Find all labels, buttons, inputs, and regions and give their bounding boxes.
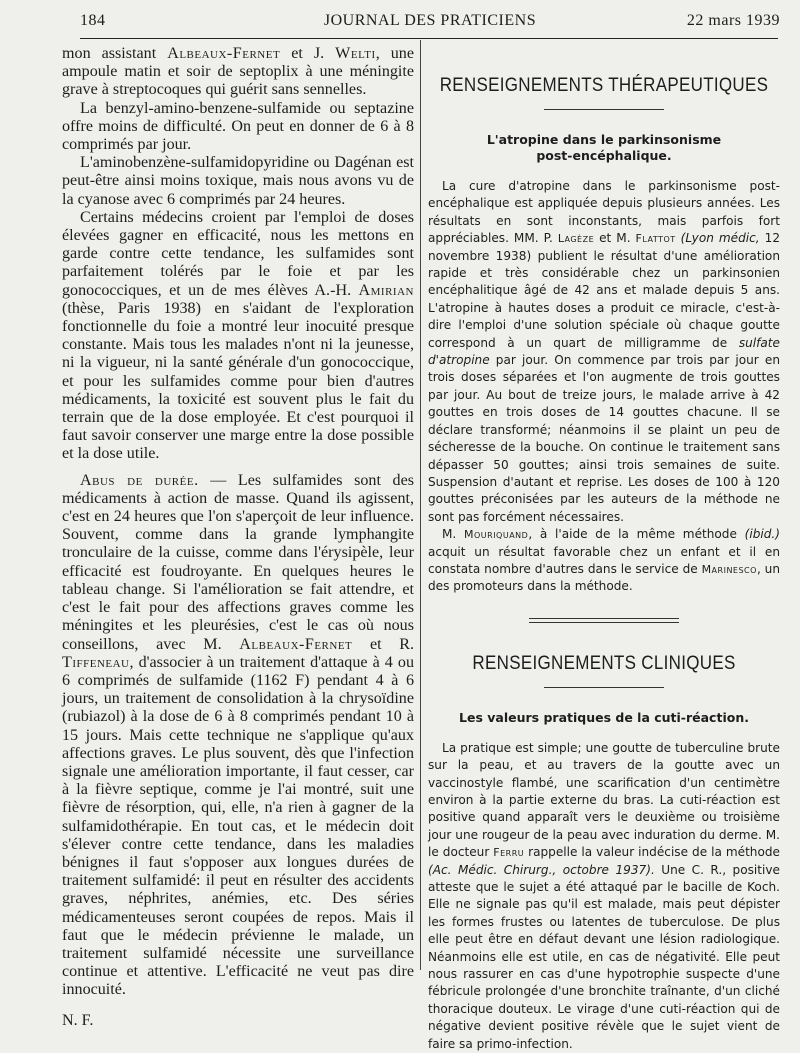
left-column	[62, 45, 414, 1030]
paragraph: La cure d'atropine dans le parkinsonisme post-encéphalique est appliquée depuis plusieurs années. Les résultats en sont inconstants, mais parfois fort appréciables. MM. P. Lagèze et M. Flattot (Lyon médic, 12 novembre 1938) publient le résultat d'une amélioration rapide et très considérable chez un parkinsonien encéphalitique âgé de 42 ans et malade depuis 5 ans. L'atropine à hautes doses a produit ce miracle, c'est-à-dire l'emploi d'une solution spéciale où chaque goutte correspond à un quart de milligramme de sulfate d'atropine par jour. On commence par trois par jour en trois doses séparées et l'on augmente de trois gouttes par jour. Au bout de treize jours, le malade arrive à 42 gouttes en trois doses de 14 gouttes chacune. Il se déclare transformé; néanmoins il se plaint un peu de sécheresse de la bouche. On continue le traitement sans dépasser 50 gouttes; ainsi trois semaines de suite. Suspension d'autant et reprise. Les doses de 100 à 120 gouttes préconisées par les auteurs de la méthode ne sont pas forcément nécessaires.	[428, 179, 781, 524]
paragraph: mon assistant Albeaux-Fernet et J. Welti, une ampoule matin et soir de septoplix à une méningite grave à streptocoques qui guérit sans sennelles.	[62, 45, 414, 99]
paragraph-abus-de-duree: Abus de durée. — Les sulfamides sont des médicaments à action de masse. Quand ils agissent, c'est en 24 heures que l'on s'aperçoit de leur influence. Souvent, comme dans la grande lymphangite tronculaire de la cuisse, comme dans l'érysipèle, leur efficacité est foudroyante. En quelques heures le tableau change. Si l'amélioration se fait attendre, et c'est le fait pour des affections graves comme les méningites et les pleurésies, c'est le cas où nous conseillons, avec M. Albeaux-Fernet et R. Tiffeneau, d'associer à un traitement d'attaque à 4 ou 6 comprimés de sulfamide (1162 F) pendant 4 à 6 jours, un traitement de consolidation à la chrysoïdine (rubiazol) à la dose de 6 à 8 comprimés pendant 10 à 15 jours. Mais cette technique ne s'applique qu'aux affections graves. Le plus souvent, dès que l'infection signale une amélioration importante, il faut cesser, car à la fièvre septique, comme je l'ai montré, suit une fièvre de résorption, qui, elle, n'a rien à gagner de la sulfamidothérapie. En tout cas, et le médecin doit s'élever contre cette tendance, dans les maladies bénignes il faut s'opposer aux longues durées de traitement sulfamidé: il peut en résulter des accidents graves, néphrites, anémies, etc. Des séries médicamenteuses seront coupées de repos. Mais il faut que le médecin prévienne le malade, un traitement sulfamidé nécessite une surveillance continue et attentive. L'efficacité ne veut pas dire innocuité.	[62, 471, 414, 999]
article-title-cuti-reaction: Les valeurs pratiques de la cuti-réaction.	[459, 709, 749, 725]
section-separator	[428, 618, 780, 623]
issue-date: 22 mars 1939	[686, 12, 780, 29]
signature: N. F.	[62, 1011, 94, 1029]
paragraph: La benzyl-amino-benzene-sulfamide ou septazine offre moins de difficulté. On peut en donner de 6 à 8 comprimés par jour.	[62, 99, 414, 154]
article-title-atropine: L'atropine dans le parkinsonisme post-encéphalique.	[486, 132, 722, 163]
section-lead: Abus de durée.	[80, 471, 199, 489]
title-rule	[544, 109, 664, 110]
paragraph: L'aminobenzène-sulfamidopyridine ou Dagénan est peut-être ainsi moins toxique, mais nous avons vu de la cyanose avec 6 comprimés par 24 heures.	[62, 154, 414, 208]
paragraph: La pratique est simple; une goutte de tuberculine brute sur la peau, et au travers de la goutte avec un vaccinostyle flambé, une scarification d'un centimètre environ à la partie externe du bras. La cuti-réaction est positive quand apparaît vers le deuxième ou troisième jour une rougeur de la peau avec induration du derme. M. le docteur Ferru rappelle la valeur indécise de la méthode (Ac. Médic. Chirurg., octobre 1937). Une C. R., positive atteste que le sujet a été attaqué par le bacille de Koch. Elle ne signale pas qu'il est malade, mais peut dépister les formes frustes ou latentes de tuberculose. De plus elle peut être en défaut devant une lésion radiologique. Néanmoins elle est utile, en cas de négativité. Elle peut nous rassurer en cas d'une hypotrophie suspecte d'une fébricule prolongée d'une bronchite traînante, d'un cliché thoracique douteux. Le virage d'une cuti-réaction qui de négative devient positive révèle que le sujet vient de faire sa primo-infection.	[428, 740, 780, 1051]
journal-title: JOURNAL DES PRATICIENS	[323, 12, 537, 29]
paragraph: Certains médecins croient par l'emploi de doses élevées gagner en efficacité, nous les mettons en garde contre cette tendance, les sulfamides sont parfaitement tolérés par le foie et par les gonococciques, et un de mes élèves A.-H. Amirian (thèse, Paris 1938) en s'aidant de l'exploration fonctionnelle du foie a montré leur inocuité presque constante. Mais tous les malades n'ont ni la jeunesse, ni la vigueur, ni la santé générale d'un gonococcique, et pour les sulfamides comme pour bien d'autres médicaments, la toxicité est souvent plus le fait du terrain que de la dose employée. Et c'est pourquoi il faut savoir conserver une marge entre la dose possible et la dose utile.	[62, 208, 414, 463]
paragraph: M. Mouriquand, à l'aide de la même méthode (ibid.) acquit un résultat favorable chez un enfant et il en constata nombre d'autres dans le service de Marinesco, un des promoteurs dans la méthode.	[428, 527, 780, 594]
page-number: 184	[80, 12, 106, 29]
header-rule	[80, 38, 778, 39]
section-title-therapeutiques: RENSEIGNEMENTS THÉRAPEUTIQUES	[439, 73, 769, 96]
section-title-cliniques: RENSEIGNEMENTS CLINIQUES	[472, 651, 736, 674]
title-rule	[544, 687, 664, 688]
right-column	[428, 45, 780, 1053]
page-header	[80, 12, 780, 40]
column-divider	[420, 40, 421, 970]
